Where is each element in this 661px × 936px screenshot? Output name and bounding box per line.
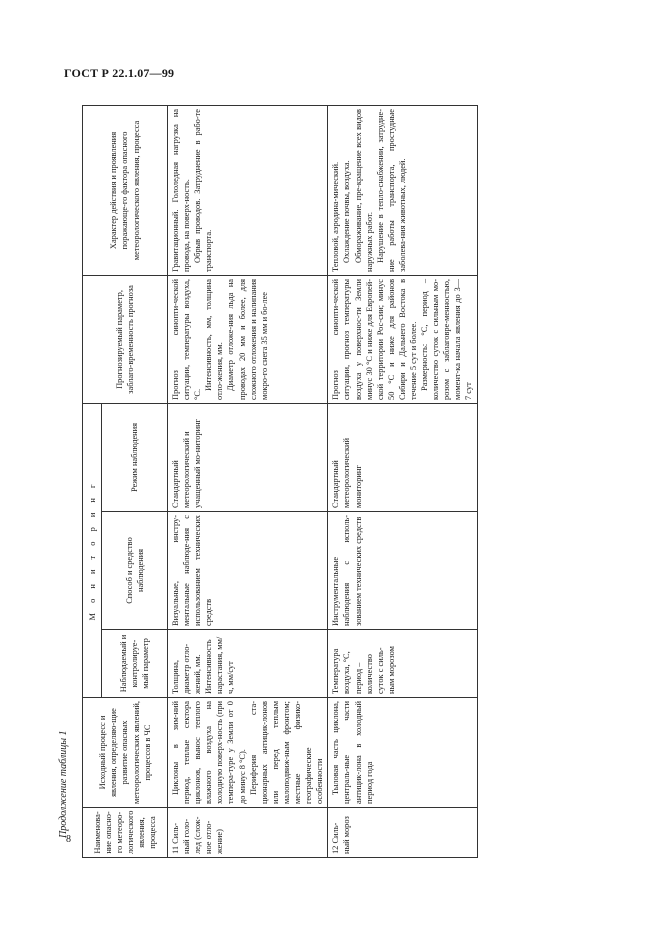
- hazard-table: [82, 105, 478, 858]
- cell-para: Нарушение в тепло-снабжении, затрудне-ние работы транспорта, простудные заболева-ния животных, людей.: [375, 108, 407, 272]
- header-method: Способ и средство наблюдения: [102, 512, 168, 630]
- cell-para: Обрыв проводов. Затруднение в рабо-те транспорта.: [193, 108, 214, 272]
- cell-para: Циклоны в зим-ний период, теплые сектора циклонов, вынос теплого влажного воздуха на холодную поверх-ность (при темпера-туре у Земли от 0 до минус 8 °С).: [171, 701, 247, 804]
- rotated-table-wrapper: [82, 106, 532, 858]
- cell-name: 12 Силь-ный мороз: [328, 808, 477, 858]
- cell-source: [328, 698, 477, 808]
- cell-impact: [168, 105, 328, 275]
- cell-mode: Стандартный метеорологический и учащенный мо-ниторинг: [168, 403, 328, 511]
- cell-param: Толщина, диаметр отло-жений, мм. Интенсивность нарастания, мм/ч, мм/сут: [168, 630, 328, 698]
- table-row: [168, 105, 328, 857]
- header-monitoring: М о н и т о р и н г: [83, 403, 102, 697]
- continuation-label: Продолжение таблицы 1: [58, 730, 69, 838]
- cell-name: 11 Силь-ный голо-лед (слож-ное отло-жение): [168, 808, 328, 858]
- header-forecast: Прогнозируемый параметр, заблаго-временность прогноза: [83, 275, 168, 403]
- cell-para: Обмораживание, пре-кращение всех видов наружных работ.: [353, 108, 374, 272]
- cell-forecast: [168, 275, 328, 403]
- cell-forecast: [328, 275, 477, 403]
- cell-para: Тыловая часть циклона, централь-ные части антицик-лона в холодный период года: [331, 701, 374, 804]
- cell-para: Гравитационный. Гололедная нагрузка на провода, на поверх-ность.: [171, 108, 192, 272]
- header-source: Исходный процесс и явления, определяю-щие развитие опасных метеорологических явлений, процессов в ЧС: [83, 698, 168, 808]
- cell-param: Температура воздуха, °С, период – количество суток с силь-ным морозом: [328, 630, 477, 698]
- cell-impact: [328, 105, 477, 275]
- header-impact: Характер действия и проявления поражающе-го фактора опасного метеорологического явления, процесса: [83, 105, 168, 275]
- header-name: Наименова-ние опасно-го метеоро-логического явления, процесса: [83, 808, 168, 858]
- cell-method: Инструментальные наблюдения с исполь-зованием технических средств: [328, 512, 477, 630]
- header-param: Наблюдаемый и контролируе-мый параметр: [102, 630, 168, 698]
- page-number: 8: [66, 834, 71, 845]
- cell-para: Размерность: °С, период – количество суток с сильным мо-розом с заблаговре-менностью, момент-ка начала явления до 3—7 сут: [420, 278, 474, 400]
- cell-para: Периферия ста-ционарных антицик-лонов или перед теплым малоподвиж-ным фронтом; местные физико-географические особенности: [248, 701, 325, 804]
- cell-para: Охлаждение почвы, воздуха.: [342, 160, 352, 263]
- cell-para: Тепловой, аэродина-мический.: [331, 161, 341, 272]
- header-mode: Режим наблюдения: [102, 403, 168, 511]
- cell-para: Прогноз синопти-ческой ситуации, температуры воздуха, °С.: [171, 278, 203, 400]
- cell-source: [168, 698, 328, 808]
- cell-method: Визуальные, инстру-ментальные наблюде-ния с использованием технических средств: [168, 512, 328, 630]
- table-row: [328, 105, 477, 857]
- cell-para: Интенсивность, мм, толщина отло-жения, мм.: [204, 278, 225, 400]
- cell-mode: Стандартный метеорологический мониторинг: [328, 403, 477, 511]
- cell-para: Диаметр отложе-ния льда на проводах 20 мм и более, для сложного отложения и налипания мокро-го снега 35 мм и бо-лее: [226, 278, 269, 400]
- document-title: ГОСТ Р 22.1.07—99: [64, 66, 175, 80]
- cell-para: Прогноз синопти-ческой ситуации, прогноз температуры воздуха у поверхнос-ти Земли минус 30 °С и ниже для Европей-ской территории Рос-сии; минус 50 °С и ниже для районов Сибири и Дальнего Востока в течение 5 сут и более.: [331, 278, 418, 400]
